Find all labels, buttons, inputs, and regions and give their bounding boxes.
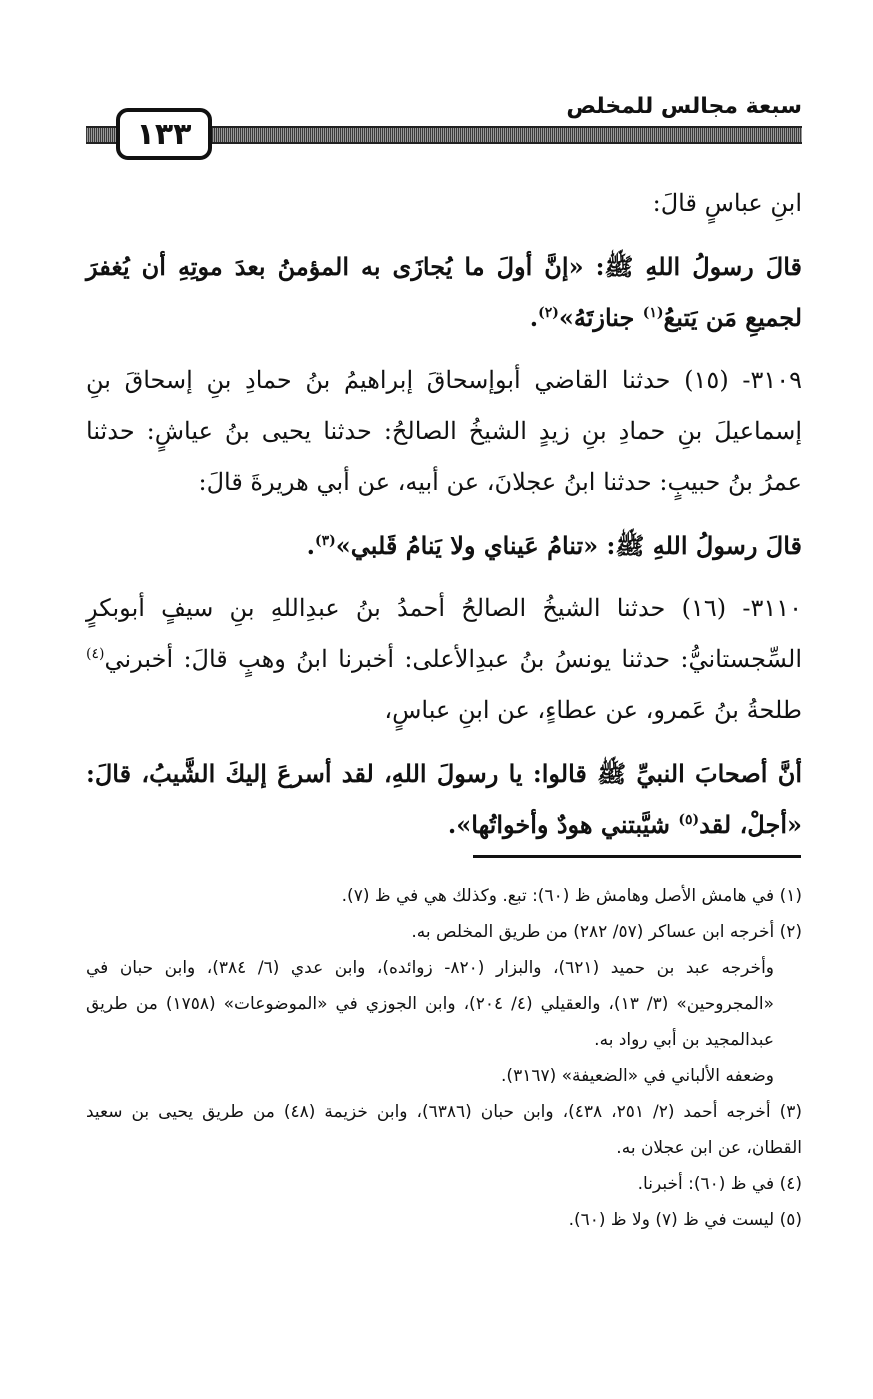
footnote-2: (٢) أخرجه ابن عساكر (٥٧/ ٢٨٢) من طريق المخلص به.	[411, 922, 802, 942]
hadith-3-end: شيَّبتني هودٌ وأخواتُها».	[447, 810, 679, 839]
footnote-divider	[473, 855, 801, 858]
hadith-1-body: قالَ رسولُ اللهِ ﷺ: «إنَّ أولَ ما يُجازَى به المؤمنُ بعدَ موتِهِ أن يُغفرَ لجميعِ مَن يَتبعُ	[86, 252, 802, 332]
page-header	[86, 94, 802, 160]
hadith-text-2	[86, 520, 802, 571]
footnote-5: (٥) ليست في ظ (٧) ولا ظ (٦٠).	[568, 1210, 802, 1230]
footnote-2-continuation-1: وأخرجه عبد بن حميد (٦٢١)، والبزار (٨٢٠- زوائده)، وابن عدي (٦/ ٣٨٤)، وابن حبان في «المجروحين» (٣/ ١٣)، والعقيلي (٤/ ٢٠٤)، وابن الجوزي في «الموضوعات» (١٧٥٨) من طريق عبدالمجيد بن أبي رواد به.	[86, 958, 775, 1050]
hadith-text-3	[86, 748, 802, 850]
isnad-3110-end: طلحةُ بنُ عَمرو، عن عطاءٍ، عن ابنِ عباسٍ،	[384, 696, 802, 724]
page-number: ١٣٣	[116, 108, 212, 160]
hadith-3-body: أنَّ أصحابَ النبيِّ ﷺ قالوا: يا رسولَ اللهِ، لقد أسرعَ إليكَ الشَّيبُ، قالَ: «أجلْ، لقد	[86, 759, 802, 839]
footnote-ref-5: (٥)	[678, 812, 700, 828]
main-text	[86, 178, 802, 850]
isnad-3109: ٣١٠٩- (١٥) حدثنا القاضي أبوإسحاقَ إبراهيمُ بنُ حمادِ بنِ إسحاقَ بنِ إسماعيلَ بنِ حمادِ بنِ زيدٍ الشيخُ الصالحُ: حدثنا يحيى بنُ عياشٍ: حدثنا عمرُ بنُ حبيبٍ: حدثنا ابنُ عجلانَ، عن أبيه، عن أبي هريرةَ قالَ:	[86, 366, 802, 496]
footnote-2-continuation-2: وضعفه الألباني في «الضعيفة» (٣١٦٧).	[501, 1066, 774, 1086]
isnad-3110-body: ٣١١٠- (١٦) حدثنا الشيخُ الصالحُ أحمدُ بنُ عبدِاللهِ بنِ سيفٍ أبوبكرٍ السِّجستانيُّ: حدثنا يونسُ بنُ عبدِالأعلى: أخبرنا ابنُ وهبٍ قالَ: أخبرني	[86, 594, 803, 673]
footnote-ref-3: (٣)	[314, 533, 336, 549]
paragraph-intro: ابنِ عباسٍ قالَ:	[652, 189, 802, 217]
hadith-1-end: جنازتَهُ»	[558, 303, 643, 332]
footnote-1: (١) في هامش الأصل وهامش ظ (٦٠): تبع. وكذلك هي في ظ (٧).	[341, 886, 802, 906]
book-title: سبعة مجالس للمخلص	[560, 94, 802, 119]
hadith-2-body: قالَ رسولُ اللهِ ﷺ: «تنامُ عَيناي ولا يَنامُ قَلبي»	[335, 531, 802, 560]
footnote-3: (٣) أخرجه أحمد (٢/ ٢٥١، ٤٣٨)، وابن حبان (٦٣٨٦)، وابن خزيمة (٤٨) من طريق يحيى بن سعيد القطان، عن ابن عجلان به.	[86, 1102, 802, 1158]
isnad-3110	[86, 583, 802, 736]
footnote-ref-1: (١)	[642, 305, 664, 321]
footnotes	[86, 878, 802, 1238]
footnote-ref-4: (٤)	[86, 646, 105, 662]
hadith-2-period: .	[306, 531, 315, 560]
footnote-ref-2: (٢)	[538, 305, 559, 321]
hadith-1-period: .	[529, 303, 539, 332]
hadith-text-1	[86, 241, 802, 343]
footnote-4: (٤) في ظ (٦٠): أخبرنا.	[637, 1174, 802, 1194]
